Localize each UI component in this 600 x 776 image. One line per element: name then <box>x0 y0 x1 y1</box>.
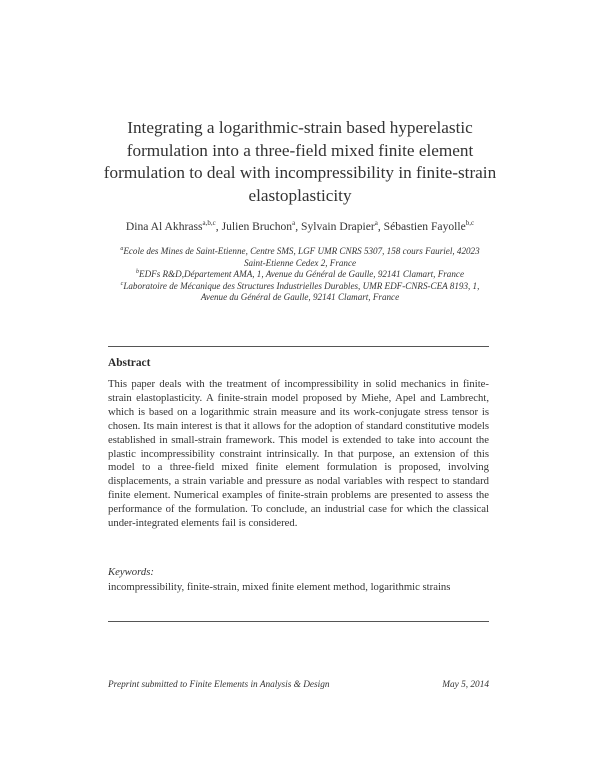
author: Sébastien Fayolle$^{b,c}$ <box>383 219 475 233</box>
author-list <box>70 220 530 234</box>
abstract-heading: Abstract <box>108 357 151 369</box>
abstract-bottom-rule <box>108 621 489 622</box>
author: Dina Al Akhrass$^{a,b,c}$, <box>125 219 222 233</box>
affiliation-mark: b <box>136 268 140 275</box>
affiliation <box>112 269 488 281</box>
author-affil-mark: a <box>374 219 378 228</box>
keywords-heading: Keywords: <box>108 566 154 578</box>
affiliation <box>112 246 488 269</box>
affiliation-text: Ecole des Mines de Saint-Etienne, Centre SMS, LGF UMR CNRS 5307, 158 cours Fauriel, 42023 Saint-Etienne Cedex 2, France <box>123 246 480 268</box>
abstract-text: This paper deals with the treatment of incompressibility in solid mechanics in finite-strain elastoplasticity. A finite-strain model proposed by Miehe, Apel and Lambrecht, which is based on a logarithmic strain measure and its work-conjugate stress tensor is chosen. Its main interest is that it allows for the adoption of standard constitutive models established in small-strain framework. This model is extended to take into account the plastic incompressibility constraint intrinsically. In that purpose, an extension of this model to a three-field mixed finite element formulation is proposed, involving displacements, a strain variable and pressure as nodal variables with respect to standard finite element. Numerical examples of finite-strain problems are presented to assess the performance of the formulation. To conclude, an industrial case for which the classical under-integrated elements fail is considered. <box>108 378 489 530</box>
abstract-top-rule <box>108 346 489 347</box>
preprint-date: May 5, 2014 <box>442 680 489 690</box>
affiliation-mark: a <box>120 245 124 252</box>
affiliation <box>112 281 488 304</box>
author-affil-mark: b,c <box>465 219 475 228</box>
affiliation-mark: c <box>120 280 124 287</box>
affiliation-text: EDFs R&D,Département AMA, 1, Avenue du Général de Gaulle, 92141 Clamart, France <box>139 269 464 279</box>
author: Julien Bruchon$^a$, <box>221 219 301 233</box>
paper-title: Integrating a logarithmic-strain based hyperelastic formulation into a three-field mixed finite element formulation to deal with incompressibility in finite-strain elastoplasticity <box>103 118 497 205</box>
affiliation-text: Laboratoire de Mécanique des Structures Industrielles Durables, UMR EDF-CNRS-CEA 8193, 1, Avenue du Général de Gaulle, 92141 Clamart, France <box>123 280 480 302</box>
author-affil-mark: a,b,c <box>202 219 216 228</box>
keywords-text: incompressibility, finite-strain, mixed finite element method, logarithmic strains <box>108 581 451 593</box>
affiliation-list <box>112 246 488 304</box>
author: Sylvain Drapier$^a$, <box>301 219 384 233</box>
preprint-note: Preprint submitted to Finite Elements in Analysis & Design <box>108 680 330 690</box>
author-affil-mark: a <box>292 219 296 228</box>
